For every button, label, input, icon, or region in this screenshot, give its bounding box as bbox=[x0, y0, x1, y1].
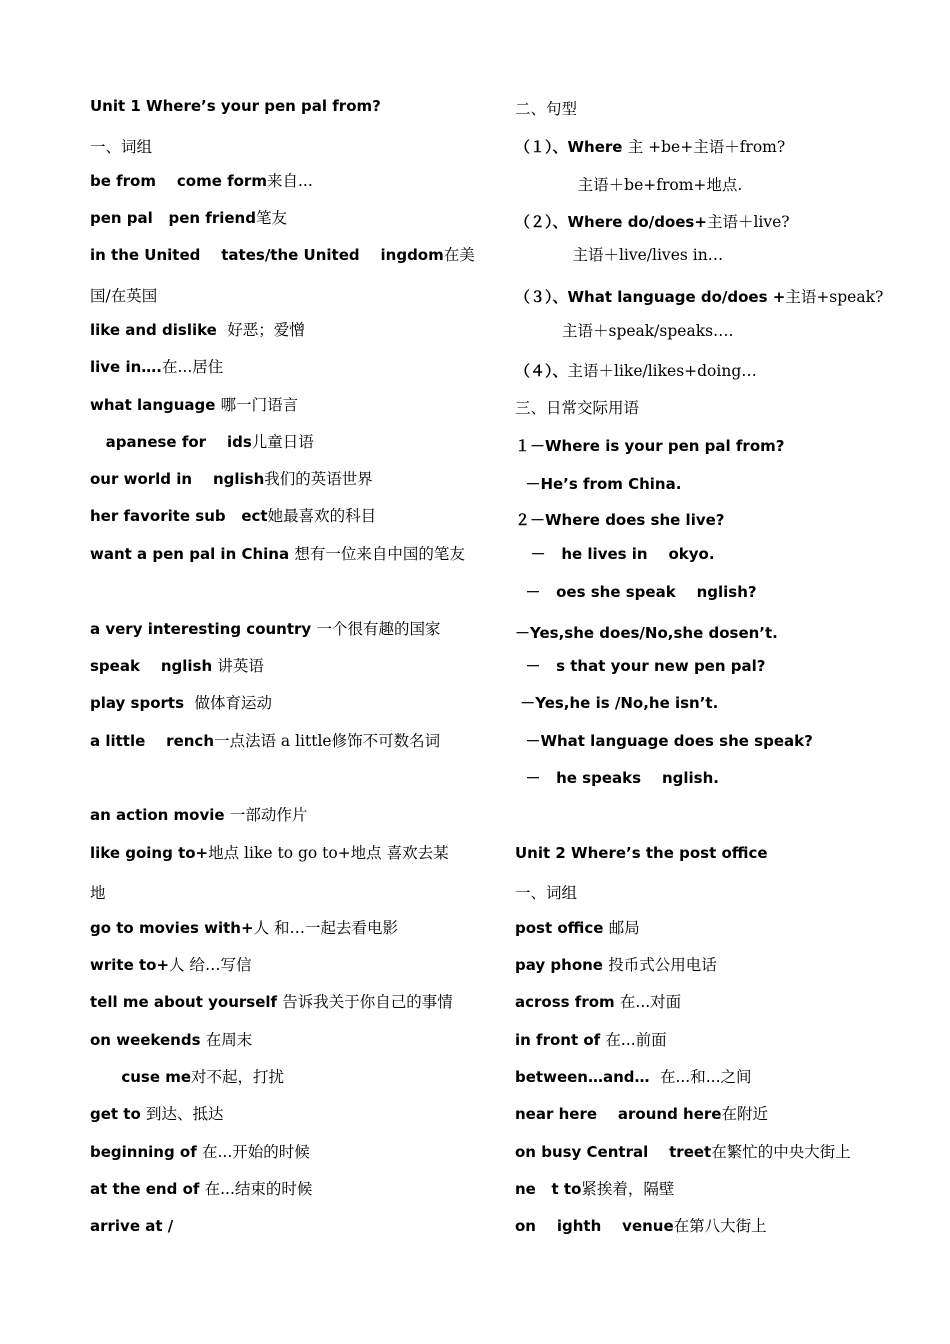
left-line bbox=[90, 137, 152, 157]
right-line bbox=[515, 1067, 752, 1087]
english-text: her favorite sub ect bbox=[90, 507, 268, 525]
chinese-text: 在...对面 bbox=[619, 993, 682, 1011]
english-text: across from bbox=[515, 993, 620, 1011]
right-line bbox=[515, 361, 757, 381]
left-line bbox=[90, 286, 157, 306]
left-line bbox=[90, 544, 465, 564]
english-text: go to movies with+ bbox=[90, 919, 254, 937]
left-line bbox=[90, 320, 305, 340]
english-text: post office bbox=[515, 919, 609, 937]
right-line bbox=[515, 99, 577, 119]
english-text: （３）、What language do/does + bbox=[515, 288, 786, 306]
english-text: （２）、Where do/does+ bbox=[515, 213, 707, 231]
right-line bbox=[515, 321, 733, 341]
right-line bbox=[515, 1216, 767, 1236]
english-text: on weekends bbox=[90, 1031, 206, 1049]
left-line bbox=[90, 432, 314, 452]
english-text: ２－Where does she live? bbox=[515, 511, 725, 529]
right-line bbox=[515, 623, 778, 643]
right-line bbox=[515, 1030, 667, 1050]
chinese-text: 主语＋be+from+地点. bbox=[577, 176, 743, 194]
left-line bbox=[90, 731, 440, 751]
chinese-text: 地点 like to go to+地点 喜欢去某 bbox=[208, 844, 449, 862]
left-line bbox=[90, 1142, 310, 1162]
chinese-text: 在...和...之间 bbox=[659, 1068, 752, 1086]
chinese-text: 主语+speak? bbox=[785, 288, 884, 306]
right-line bbox=[515, 1104, 768, 1124]
right-line bbox=[515, 287, 883, 307]
chinese-text: 主语＋speak/speaks…. bbox=[562, 322, 734, 340]
english-text: speak nglish bbox=[90, 657, 218, 675]
right-line bbox=[515, 918, 640, 938]
right-line bbox=[515, 656, 765, 676]
left-line bbox=[90, 357, 223, 377]
english-text: an action movie bbox=[90, 806, 230, 824]
english-text: １－Where is your pen pal from? bbox=[515, 437, 785, 455]
right-line bbox=[515, 436, 784, 456]
english-text: our world in nglish bbox=[90, 470, 265, 488]
chinese-text: 人 和…一起去看电影 bbox=[253, 919, 398, 937]
chinese-text: 在...开始的时候 bbox=[201, 1143, 310, 1161]
english-text: － s that your new pen pal? bbox=[515, 657, 766, 675]
right-line bbox=[515, 768, 719, 788]
english-text bbox=[515, 246, 572, 264]
chinese-text: 她最喜欢的科目 bbox=[267, 507, 377, 525]
english-text bbox=[515, 322, 562, 340]
right-line bbox=[515, 1179, 674, 1199]
chinese-text: 三、日常交际用语 bbox=[515, 399, 640, 417]
english-text: what language bbox=[90, 396, 221, 414]
left-line bbox=[90, 992, 453, 1012]
chinese-text: 做体育运动 bbox=[194, 694, 272, 712]
english-text bbox=[515, 176, 578, 194]
english-text: －Yes,he is /No,he isn’t. bbox=[515, 694, 719, 712]
right-line bbox=[515, 212, 790, 232]
english-text: between…and… bbox=[515, 1068, 660, 1086]
chinese-text: 一部动作片 bbox=[229, 806, 308, 824]
chinese-text: 我们的英语世界 bbox=[264, 470, 373, 488]
english-text: play sports bbox=[90, 694, 195, 712]
right-line bbox=[515, 245, 723, 265]
chinese-text: 在第八大街上 bbox=[673, 1217, 767, 1235]
chinese-text: 投币式公用电话 bbox=[608, 956, 717, 974]
left-line bbox=[90, 469, 373, 489]
right-line bbox=[515, 474, 681, 494]
left-line bbox=[90, 1216, 173, 1236]
english-text: live in…. bbox=[90, 358, 162, 376]
left-line bbox=[90, 805, 307, 825]
left-line bbox=[90, 955, 251, 975]
chinese-text: 主语＋live/lives in… bbox=[572, 246, 724, 264]
english-text: cuse me bbox=[90, 1068, 192, 1086]
left-line bbox=[90, 1030, 252, 1050]
right-line bbox=[515, 137, 785, 157]
right-line bbox=[515, 175, 742, 195]
chinese-text: 在周末 bbox=[205, 1031, 253, 1049]
english-text: ne t to bbox=[515, 1180, 582, 1198]
left-line bbox=[90, 693, 272, 713]
left-line bbox=[90, 1104, 224, 1124]
english-text: at the end of bbox=[90, 1180, 205, 1198]
english-text: －He’s from China. bbox=[515, 475, 682, 493]
chinese-text: 主 +be+主语＋from? bbox=[627, 138, 786, 156]
english-text: be from come form bbox=[90, 172, 267, 190]
right-line bbox=[515, 510, 725, 530]
left-line bbox=[90, 395, 298, 415]
left-line bbox=[90, 245, 475, 265]
chinese-text: 二、句型 bbox=[515, 100, 578, 118]
left-line bbox=[90, 918, 398, 938]
chinese-text: 哪一门语言 bbox=[220, 396, 299, 414]
english-text: like and dislike bbox=[90, 321, 228, 339]
chinese-text: 在附近 bbox=[721, 1105, 768, 1123]
chinese-text: 主语＋live? bbox=[706, 213, 790, 231]
english-text: － he lives in okyo. bbox=[515, 545, 715, 563]
left-line bbox=[90, 1179, 312, 1199]
chinese-text: 一、词组 bbox=[515, 884, 578, 902]
english-text: on ighth venue bbox=[515, 1217, 674, 1235]
english-text: － oes she speak nglish? bbox=[515, 583, 757, 601]
english-text: （４）、 bbox=[515, 362, 568, 380]
right-line bbox=[515, 992, 681, 1012]
english-text: want a pen pal in China bbox=[90, 545, 295, 563]
chinese-text: 想有一位来自中国的笔友 bbox=[294, 545, 465, 563]
english-text: Unit 2 Where’s the post office bbox=[515, 844, 768, 862]
english-text: apanese for ids bbox=[90, 433, 252, 451]
english-text: － he speaks nglish. bbox=[515, 769, 719, 787]
chinese-text: 一点法语 a little修饰不可数名词 bbox=[214, 732, 441, 750]
english-text: a very interesting country bbox=[90, 620, 317, 638]
chinese-text: 好恶；爱憎 bbox=[227, 321, 305, 339]
left-line bbox=[90, 619, 440, 639]
chinese-text: 国/在英国 bbox=[90, 287, 158, 305]
chinese-text: 讲英语 bbox=[217, 657, 264, 675]
chinese-text: 在...前面 bbox=[605, 1031, 667, 1049]
english-text: －Yes,she does/No,she dosen’t. bbox=[515, 624, 778, 642]
chinese-text: 儿童日语 bbox=[251, 433, 314, 451]
chinese-text: 来自... bbox=[266, 172, 313, 190]
left-line bbox=[90, 171, 313, 191]
english-text: get to bbox=[90, 1105, 147, 1123]
english-text: in front of bbox=[515, 1031, 606, 1049]
right-line bbox=[515, 582, 757, 602]
english-text: tell me about yourself bbox=[90, 993, 283, 1011]
left-line bbox=[90, 506, 376, 526]
chinese-text: 在繁忙的中央大街上 bbox=[711, 1143, 851, 1161]
left-line bbox=[90, 1067, 284, 1087]
chinese-text: 邮局 bbox=[608, 919, 640, 937]
english-text: arrive at / bbox=[90, 1217, 174, 1235]
left-line bbox=[90, 208, 287, 228]
chinese-text: 主语＋like/likes+doing… bbox=[567, 362, 757, 380]
chinese-text: 在...结束的时候 bbox=[204, 1180, 313, 1198]
chinese-text: 笔友 bbox=[255, 209, 287, 227]
chinese-text: 紧挨着，隔壁 bbox=[581, 1180, 675, 1198]
english-text: on busy Central treet bbox=[515, 1143, 712, 1161]
english-text: write to+ bbox=[90, 956, 170, 974]
english-text: pay phone bbox=[515, 956, 609, 974]
left-line bbox=[90, 96, 381, 116]
english-text: （１）、Where bbox=[515, 138, 628, 156]
right-line bbox=[515, 843, 768, 863]
right-line bbox=[515, 731, 813, 751]
english-text: in the United tates/the United ingdom bbox=[90, 246, 444, 264]
right-line bbox=[515, 883, 577, 903]
right-line bbox=[515, 398, 639, 418]
right-line bbox=[515, 544, 715, 564]
left-line bbox=[90, 883, 106, 903]
chinese-text: 一、词组 bbox=[90, 138, 153, 156]
english-text: like going to+ bbox=[90, 844, 209, 862]
left-line bbox=[90, 656, 264, 676]
chinese-text: 在美 bbox=[443, 246, 475, 264]
chinese-text: 一个很有趣的国家 bbox=[316, 620, 441, 638]
english-text: pen pal pen friend bbox=[90, 209, 256, 227]
right-line bbox=[515, 693, 718, 713]
english-text: a little rench bbox=[90, 732, 214, 750]
english-text: near here around here bbox=[515, 1105, 722, 1123]
chinese-text: 人 给…写信 bbox=[169, 956, 252, 974]
english-text: Unit 1 Where’s your pen pal from? bbox=[90, 97, 381, 115]
english-text: －What language does she speak? bbox=[515, 732, 813, 750]
english-text: beginning of bbox=[90, 1143, 202, 1161]
left-line bbox=[90, 843, 449, 863]
chinese-text: 对不起，打扰 bbox=[191, 1068, 285, 1086]
chinese-text: 到达、抵达 bbox=[146, 1105, 224, 1123]
chinese-text: 地 bbox=[90, 884, 106, 902]
chinese-text: 告诉我关于你自己的事情 bbox=[282, 993, 453, 1011]
right-line bbox=[515, 955, 717, 975]
right-line bbox=[515, 1142, 851, 1162]
chinese-text: 在...居住 bbox=[161, 358, 224, 376]
